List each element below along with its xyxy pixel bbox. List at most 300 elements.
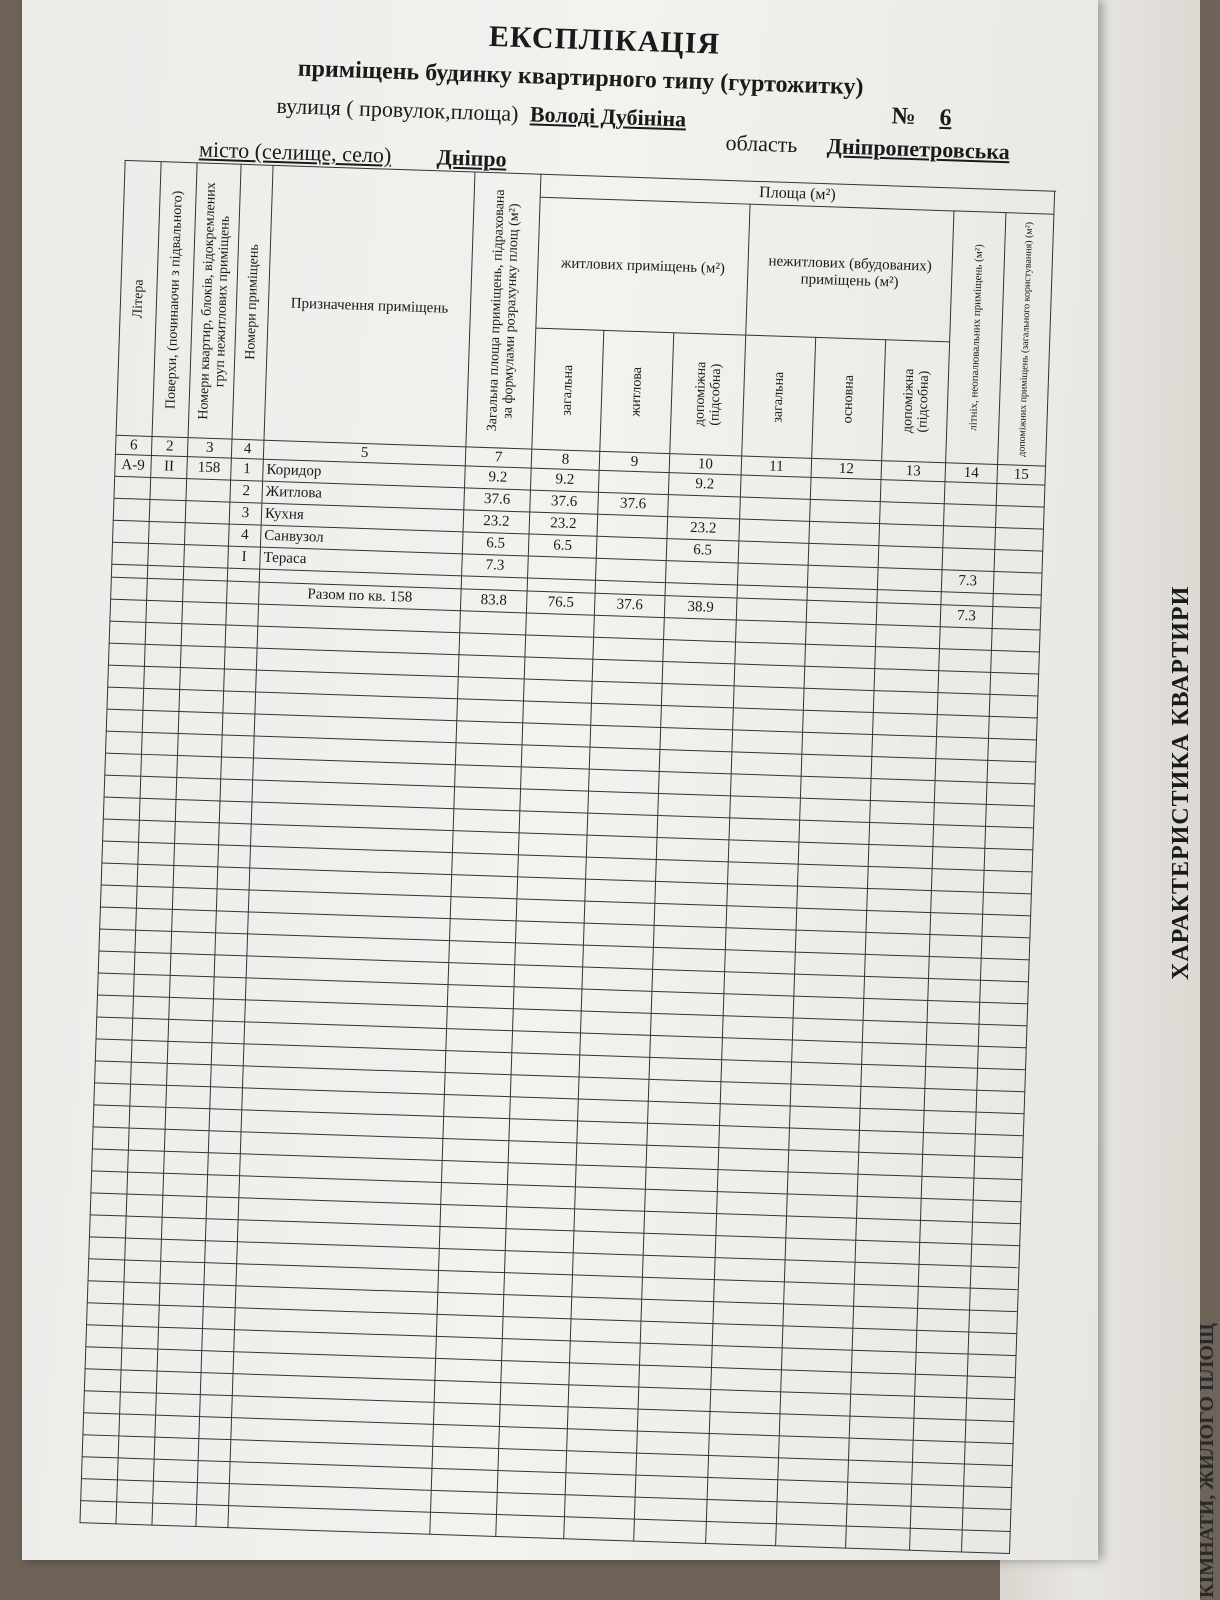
empty-cell	[983, 892, 1032, 916]
empty-cell	[207, 1175, 240, 1198]
empty-cell	[138, 842, 175, 865]
empty-cell	[571, 1297, 642, 1321]
litera-cell: А-9	[115, 454, 152, 477]
empty-cell	[198, 1439, 231, 1462]
empty-cell	[572, 1253, 643, 1277]
empty-cell	[102, 841, 139, 864]
empty-cell	[728, 862, 799, 886]
empty-cell	[712, 1324, 783, 1348]
empty-cell	[132, 1018, 169, 1041]
empty-cell	[979, 1002, 1028, 1026]
empty-cell	[200, 1373, 233, 1396]
empty-cell	[923, 1132, 976, 1156]
col-header-room-numbers: Номери приміщень	[232, 164, 273, 440]
empty-cell	[90, 1193, 127, 1216]
empty-cell	[726, 906, 797, 930]
empty-cell	[120, 1392, 157, 1415]
empty-cell	[642, 1277, 715, 1301]
empty-cell	[439, 1248, 506, 1272]
empty-cell	[505, 1251, 574, 1275]
total-area-cell: 9.2	[465, 466, 532, 490]
empty-cell	[215, 933, 248, 956]
empty-cell	[152, 1503, 197, 1526]
empty-cell	[518, 833, 587, 857]
empty-cell	[518, 855, 587, 879]
empty-cell	[797, 886, 868, 910]
empty-cell	[108, 643, 145, 666]
empty-cell	[647, 1123, 720, 1147]
empty-cell	[937, 715, 990, 739]
nonliving-aux-cell	[877, 568, 942, 592]
house-number-row	[891, 103, 952, 132]
empty-cell	[567, 1407, 638, 1431]
empty-cell	[967, 1354, 1016, 1378]
living-total-sum: 76.5	[526, 591, 595, 615]
empty-cell	[917, 1308, 970, 1332]
empty-cell	[988, 738, 1037, 762]
empty-cell	[793, 996, 864, 1020]
empty-cell	[736, 598, 807, 622]
empty-cell	[202, 1329, 235, 1352]
aux-common-cell	[993, 571, 1042, 595]
empty-cell	[564, 1517, 635, 1541]
empty-cell	[980, 958, 1029, 982]
empty-cell	[722, 1016, 793, 1040]
empty-cell	[167, 1041, 212, 1064]
empty-cell	[867, 888, 932, 912]
empty-cell	[924, 1088, 977, 1112]
oblast-label: область	[725, 129, 798, 158]
empty-cell	[103, 819, 140, 842]
floor-cell	[150, 477, 187, 500]
empty-cell	[504, 1273, 573, 1297]
empty-cell	[858, 1152, 923, 1176]
total-area-sum: 83.8	[460, 589, 527, 613]
empty-cell	[84, 1391, 121, 1414]
empty-cell	[147, 578, 184, 601]
oblast-value: Дніпропетровська	[826, 133, 1011, 165]
empty-cell	[445, 1051, 512, 1075]
empty-cell	[714, 1280, 785, 1304]
empty-cell	[921, 1176, 974, 1200]
empty-cell	[795, 930, 866, 954]
side-sheet-subtitle: КІМНАТИ, ЖИЛОГО ПЛОЩ	[1196, 1323, 1218, 1598]
empty-cell	[135, 930, 172, 953]
empty-cell	[100, 907, 137, 930]
empty-cell	[729, 818, 800, 842]
empty-cell	[496, 1514, 565, 1538]
empty-cell	[172, 887, 217, 910]
nonliving-aux-cell	[878, 546, 943, 570]
empty-cell	[923, 1110, 976, 1134]
col-index: 2	[151, 436, 188, 456]
empty-cell	[661, 684, 734, 708]
empty-cell	[970, 1288, 1019, 1312]
empty-cell	[800, 776, 871, 800]
empty-cell	[525, 635, 594, 659]
empty-cell	[447, 1007, 514, 1031]
empty-cell	[590, 725, 661, 749]
empty-cell	[645, 1189, 718, 1213]
empty-cell	[565, 1473, 636, 1497]
empty-cell	[927, 1001, 980, 1025]
empty-cell	[910, 1528, 963, 1552]
empty-cell	[649, 1057, 722, 1081]
empty-cell	[124, 1260, 161, 1283]
empty-cell	[497, 1471, 566, 1495]
room-purpose-cell: Кухня	[261, 503, 464, 532]
empty-cell	[727, 884, 798, 908]
empty-cell	[653, 925, 726, 949]
empty-cell	[733, 708, 804, 732]
empty-cell	[433, 1402, 500, 1426]
empty-cell	[172, 909, 217, 932]
empty-cell	[973, 1178, 1022, 1202]
summer-area-cell	[944, 482, 997, 506]
empty-cell	[781, 1348, 852, 1372]
empty-cell	[791, 1062, 862, 1086]
document-content	[79, 0, 1090, 1571]
empty-cell	[505, 1229, 574, 1253]
empty-cell	[988, 716, 1037, 740]
empty-cell	[123, 1282, 160, 1305]
street-row	[276, 93, 686, 133]
nonliving-main-cell	[810, 499, 881, 523]
empty-cell	[227, 581, 260, 604]
living-area-cell	[597, 514, 668, 538]
empty-cell	[444, 1073, 511, 1097]
empty-cell	[511, 1053, 580, 1077]
empty-cell	[173, 865, 218, 888]
empty-cell	[118, 1436, 155, 1459]
col-header-purpose: Призначення приміщень	[264, 165, 475, 447]
living-area-sum: 37.6	[594, 593, 665, 617]
empty-cell	[661, 706, 734, 730]
empty-cell	[722, 1038, 793, 1062]
empty-cell	[103, 797, 140, 820]
empty-cell	[803, 710, 874, 734]
empty-cell	[646, 1145, 719, 1169]
empty-cell	[710, 1390, 781, 1414]
empty-cell	[779, 1414, 850, 1438]
empty-cell	[929, 935, 982, 959]
empty-cell	[216, 889, 249, 912]
total-area-cell: 7.3	[462, 554, 529, 578]
room-purpose-cell: Коридор	[263, 459, 466, 488]
floor-cell	[149, 499, 186, 522]
empty-cell	[641, 1299, 714, 1323]
empty-cell	[709, 1412, 780, 1436]
empty-cell	[502, 1339, 571, 1363]
empty-cell	[928, 979, 981, 1003]
empty-cell	[99, 929, 136, 952]
empty-cell	[718, 1148, 789, 1172]
empty-cell	[499, 1405, 568, 1429]
room-purpose-cell: Тераса	[260, 547, 463, 576]
empty-cell	[787, 1172, 858, 1196]
col-index: 13	[881, 461, 946, 482]
empty-cell	[580, 1033, 651, 1057]
room-number-cell: 1	[231, 458, 264, 481]
empty-cell	[128, 1150, 165, 1173]
nonliving-total-cell	[737, 563, 808, 587]
empty-cell	[795, 952, 866, 976]
empty-cell	[498, 1449, 567, 1473]
empty-cell	[162, 1195, 207, 1218]
total-area-cell: 6.5	[462, 532, 529, 556]
empty-cell	[573, 1231, 644, 1255]
living-group-header: житлових приміщень (м²)	[536, 197, 750, 335]
empty-cell	[730, 774, 801, 798]
empty-cell	[720, 1082, 791, 1106]
empty-cell	[912, 1462, 965, 1486]
document-page	[22, 0, 1098, 1560]
empty-cell	[170, 953, 215, 976]
empty-cell	[589, 747, 660, 771]
col-index: 8	[531, 449, 600, 470]
empty-cell	[512, 1031, 581, 1055]
empty-cell	[175, 821, 220, 844]
empty-cell	[449, 941, 516, 965]
empty-cell	[728, 840, 799, 864]
empty-cell	[790, 1084, 861, 1108]
col-header-summer: літніх, неопалювальних приміщень (м²)	[946, 211, 1006, 465]
floor-cell: II	[151, 455, 188, 478]
empty-cell	[211, 1065, 244, 1088]
aux-common-cell	[994, 549, 1043, 573]
nonliving-main-cell	[807, 565, 878, 589]
empty-cell	[578, 1077, 649, 1101]
empty-cell	[650, 1013, 723, 1037]
empty-cell	[981, 936, 1030, 960]
empty-cell	[508, 1141, 577, 1165]
empty-cell	[848, 1438, 913, 1462]
empty-cell	[982, 914, 1031, 938]
empty-cell	[164, 1151, 209, 1174]
empty-cell	[510, 1075, 579, 1099]
empty-cell	[717, 1170, 788, 1194]
empty-cell	[643, 1233, 716, 1257]
living-total-cell: 37.6	[530, 490, 599, 514]
empty-cell	[593, 637, 664, 661]
room-number-cell: 2	[230, 480, 263, 503]
empty-cell	[564, 1495, 635, 1519]
empty-cell	[990, 672, 1039, 696]
empty-cell	[875, 647, 940, 671]
empty-cell	[126, 1194, 163, 1217]
living-aux-sum: 38.9	[664, 596, 737, 620]
empty-cell	[146, 600, 183, 623]
empty-cell	[592, 659, 663, 683]
total-area-cell: 23.2	[463, 510, 530, 534]
empty-cell	[801, 754, 872, 778]
empty-cell	[655, 881, 728, 905]
empty-cell	[792, 1018, 863, 1042]
empty-cell	[86, 1325, 123, 1348]
empty-cell	[870, 800, 935, 824]
empty-cell	[931, 869, 984, 893]
empty-cell	[441, 1160, 508, 1184]
empty-cell	[860, 1086, 925, 1110]
empty-cell	[645, 1167, 718, 1191]
empty-cell	[784, 1282, 855, 1306]
empty-cell	[978, 1024, 1027, 1048]
empty-cell	[570, 1319, 641, 1343]
empty-cell	[97, 973, 134, 996]
empty-cell	[776, 1524, 847, 1548]
empty-cell	[203, 1285, 236, 1308]
empty-cell	[514, 965, 583, 989]
empty-cell	[438, 1270, 505, 1294]
empty-cell	[182, 602, 227, 625]
living-total-cell: 9.2	[530, 468, 599, 492]
empty-cell	[978, 1046, 1027, 1070]
empty-cell	[200, 1395, 233, 1418]
empty-cell	[874, 669, 939, 693]
empty-cell	[501, 1361, 570, 1385]
empty-cell	[439, 1226, 506, 1250]
empty-cell	[659, 749, 732, 773]
empty-cell	[634, 1497, 707, 1521]
empty-cell	[453, 809, 520, 833]
empty-cell	[81, 1457, 118, 1480]
empty-cell	[457, 699, 524, 723]
empty-cell	[779, 1436, 850, 1460]
empty-cell	[867, 866, 932, 890]
empty-cell	[177, 734, 222, 757]
empty-cell	[169, 997, 214, 1020]
summer-area-cell	[943, 526, 996, 550]
col-index: 14	[945, 463, 998, 484]
empty-cell	[204, 1263, 237, 1286]
litera-cell	[113, 520, 150, 543]
empty-cell	[587, 813, 658, 837]
empty-cell	[432, 1446, 499, 1470]
empty-cell	[225, 625, 258, 648]
empty-cell	[915, 1352, 968, 1376]
empty-cell	[925, 1066, 978, 1090]
empty-cell	[156, 1371, 201, 1394]
empty-cell	[455, 743, 522, 767]
living-area-cell	[596, 536, 667, 560]
empty-cell	[131, 1040, 168, 1063]
empty-cell	[208, 1131, 241, 1154]
empty-cell	[456, 721, 523, 745]
empty-cell	[972, 1222, 1021, 1246]
empty-cell	[711, 1368, 782, 1392]
empty-cell	[106, 731, 143, 754]
empty-cell	[111, 577, 148, 600]
empty-cell	[125, 1238, 162, 1261]
empty-cell	[636, 1453, 709, 1477]
empty-cell	[123, 1304, 160, 1327]
empty-cell	[797, 864, 868, 888]
aux-common-cell	[995, 527, 1044, 551]
total-label: Разом по кв. 158	[259, 582, 462, 611]
empty-cell	[447, 985, 514, 1009]
empty-cell	[936, 737, 989, 761]
empty-cell	[82, 1435, 119, 1458]
empty-cell	[431, 1490, 498, 1514]
empty-cell	[914, 1396, 967, 1420]
empty-cell	[717, 1192, 788, 1216]
empty-cell	[974, 1156, 1023, 1180]
oblast-row	[725, 130, 1010, 165]
empty-cell	[455, 765, 522, 789]
empty-cell	[654, 903, 727, 927]
empty-cell	[454, 787, 521, 811]
empty-cell	[205, 1219, 238, 1242]
empty-cell	[94, 1083, 131, 1106]
empty-cell	[585, 879, 656, 903]
empty-cell	[794, 974, 865, 998]
empty-cell	[852, 1328, 917, 1352]
empty-cell	[430, 1512, 497, 1536]
living-area-cell	[596, 558, 667, 582]
apt-cell: 158	[187, 457, 232, 480]
empty-cell	[139, 798, 176, 821]
empty-cell	[84, 1369, 121, 1392]
empty-cell	[715, 1236, 786, 1260]
empty-cell	[144, 644, 181, 667]
empty-cell	[213, 999, 246, 1022]
empty-cell	[589, 769, 660, 793]
living-aux-cell: 6.5	[666, 539, 739, 563]
empty-cell	[159, 1305, 204, 1328]
empty-cell	[969, 1310, 1018, 1334]
empty-cell	[658, 771, 731, 795]
living-aux-cell: 9.2	[668, 473, 741, 497]
living-total-cell: 23.2	[529, 512, 598, 536]
col-header-aux-common: допоміжних приміщень (загального користування) (м²)	[998, 213, 1054, 466]
empty-cell	[913, 1418, 966, 1442]
empty-cell	[580, 1011, 651, 1035]
empty-cell	[866, 910, 931, 934]
empty-cell	[964, 1442, 1013, 1466]
empty-cell	[522, 723, 591, 747]
empty-cell	[875, 625, 940, 649]
empty-cell	[459, 633, 526, 657]
empty-cell	[706, 1521, 777, 1545]
empty-cell	[731, 752, 802, 776]
col-index: 7	[465, 447, 532, 468]
empty-cell	[846, 1526, 911, 1550]
col-header-total-area: Загальна площа приміщень, підрахована за формулами розрахунку площ (м²)	[466, 172, 541, 449]
empty-cell	[507, 1185, 576, 1209]
living-total-cell	[528, 556, 597, 580]
nonliving-aux-cell	[880, 480, 945, 504]
empty-cell	[865, 954, 930, 978]
empty-cell	[526, 613, 595, 637]
empty-cell	[853, 1306, 918, 1330]
empty-cell	[926, 1022, 979, 1046]
empty-cell	[110, 599, 147, 622]
empty-cell	[127, 1172, 164, 1195]
empty-cell	[663, 640, 736, 664]
empty-cell	[450, 897, 517, 921]
floor-cell	[148, 521, 185, 544]
empty-cell	[141, 754, 178, 777]
empty-cell	[208, 1153, 241, 1176]
empty-cell	[637, 1409, 710, 1433]
empty-cell	[963, 1486, 1012, 1510]
empty-cell	[724, 972, 795, 996]
empty-cell	[796, 908, 867, 932]
empty-cell	[139, 820, 176, 843]
aux-common-cell	[995, 505, 1044, 529]
empty-cell	[922, 1154, 975, 1178]
empty-cell	[224, 647, 257, 670]
